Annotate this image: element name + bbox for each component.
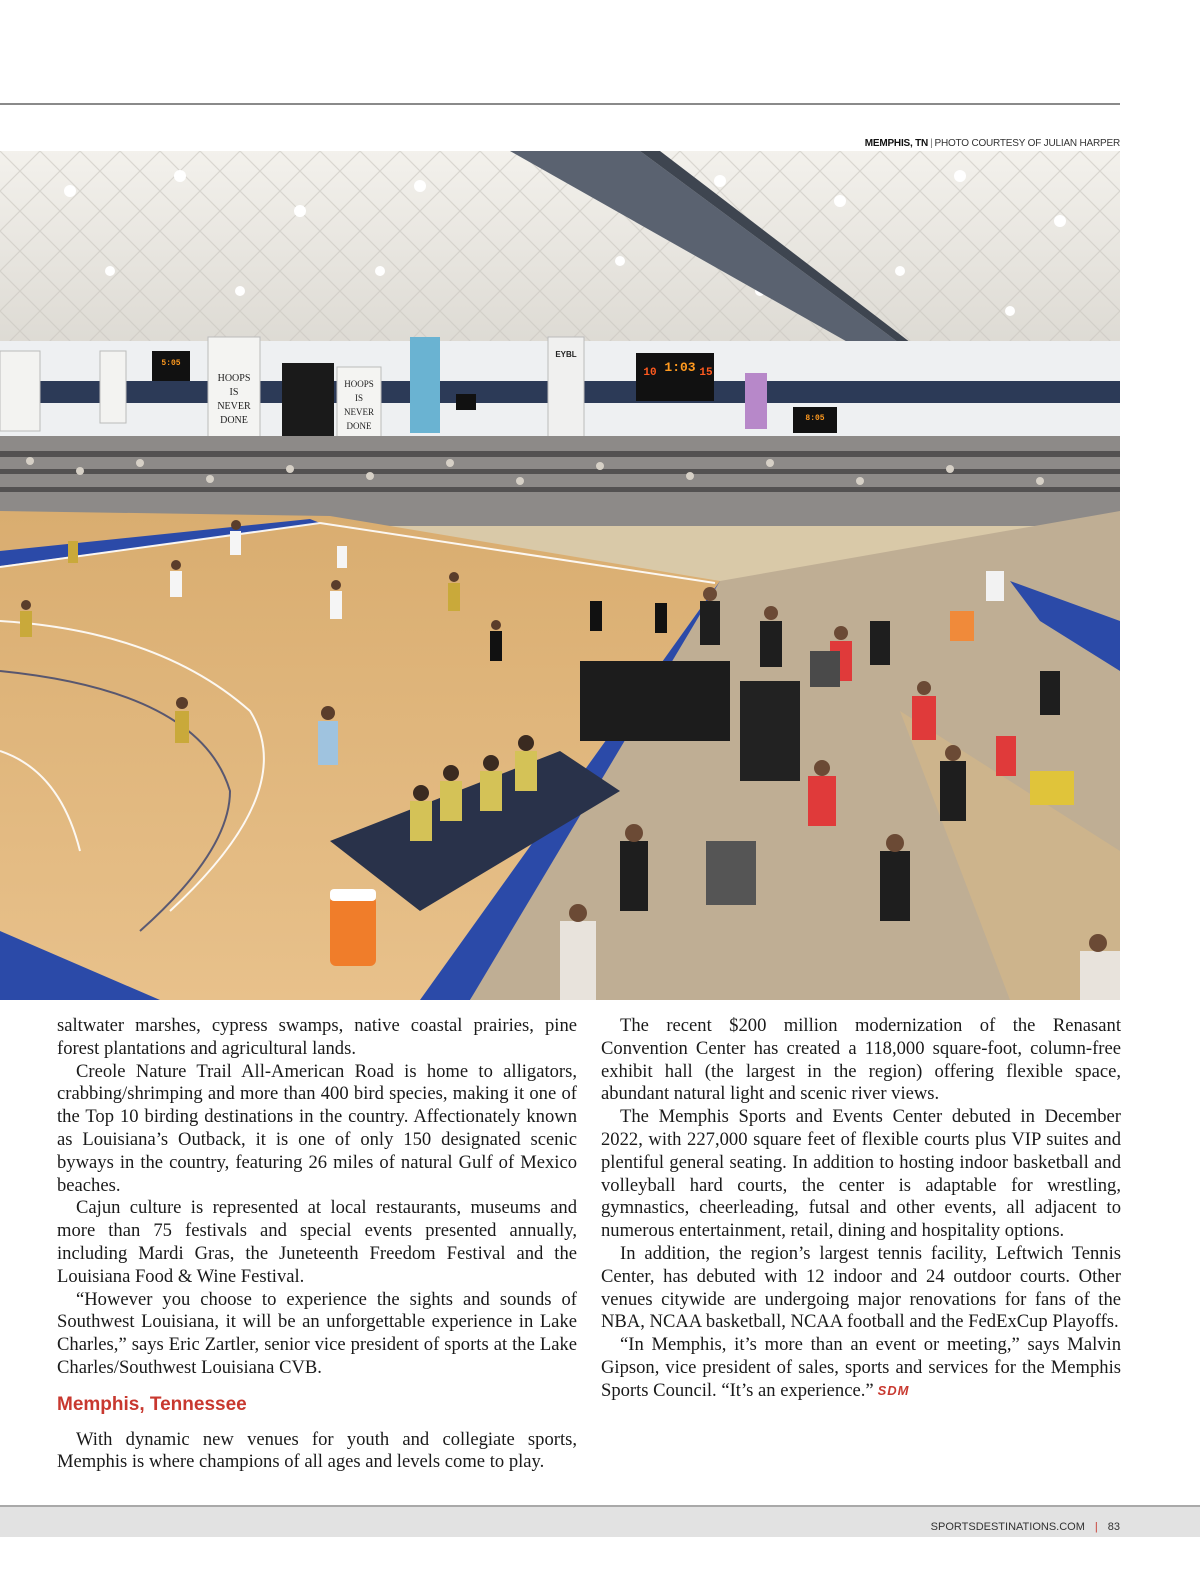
article-paragraph: Creole Nature Trail All-American Road is home to alligators, crabbing/shrimping and more than 400 bird species, making it one of the Top 10 birding destinations in the country. Affectionately known as Louisiana’s Outback, it is one of only 150 designated scenic byways in the country, featuring 26 miles of natural Gulf of Mexico beaches. bbox=[57, 1060, 577, 1196]
top-rule bbox=[0, 103, 1120, 105]
article-closing-paragraph bbox=[601, 1334, 1121, 1402]
svg-text:5:05: 5:05 bbox=[161, 359, 181, 368]
article-paragraph: The recent $200 million modernization of the Renasant Convention Center has created a 118,000 square-foot, column-free exhibit hall (the largest in the region) offering flexible space, abundant natural light and scenic river views. bbox=[601, 1015, 1121, 1105]
banner-1-text: HOOPS bbox=[217, 373, 251, 384]
photo-credit-place: MEMPHIS, TN bbox=[864, 138, 929, 149]
article-paragraph: With dynamic new venues for youth and collegiate sports, Memphis is where champions of all ages and levels come to play. bbox=[57, 1428, 577, 1473]
sdm-end-mark-icon: SDM bbox=[877, 1382, 910, 1398]
gym-photo bbox=[0, 151, 1120, 1000]
article-paragraph: In addition, the region’s largest tennis facility, Leftwich Tennis Center, has debuted with 12 indoor and 24 outdoor courts. Other venues citywide are undergoing major renovations for fans of the NBA, NCAA basketball, NCAA football and the FedExCup Playoffs. bbox=[601, 1242, 1121, 1333]
photo-credit-text: PHOTO COURTESY OF JULIAN HARPER bbox=[934, 138, 1120, 149]
photo-credit-separator: | bbox=[930, 138, 933, 149]
closing-quote: “In Memphis, it’s more than an event or meeting,” says Malvin Gipson, vice president of sales, sports and services for the Memphis Sports Council. “It’s an experience.” bbox=[601, 1334, 1121, 1401]
article-paragraph: The Memphis Sports and Events Center debuted in December 2022, with 227,000 square feet of flexible courts plus VIP suites and plentiful general seating. In addition to hosting indoor basketball and volleyball hard courts, the center is adaptable for wrestling, gymnastics, cheerleading, futsal and other events, all adjacent to numerous entertainment, retail, dining and hospitality options. bbox=[601, 1106, 1121, 1242]
article-paragraph: saltwater marshes, cypress swamps, native coastal prairies, pine forest plantations and agricultural lands. bbox=[57, 1015, 577, 1059]
article-paragraph: “However you choose to experience the sights and sounds of Southwest Louisiana, it will be an unforgettable experience in Lake Charles,” says Eric Zartler, senior vice president of sports at the Lake Charles/Southwest Louisiana CVB. bbox=[57, 1288, 577, 1378]
article-right-column bbox=[601, 1015, 1121, 1403]
svg-text:IS: IS bbox=[229, 387, 239, 398]
photo-credit bbox=[865, 138, 1120, 149]
svg-text:NEVER: NEVER bbox=[344, 407, 374, 417]
footer bbox=[931, 1521, 1120, 1533]
article-paragraph: Cajun culture is represented at local restaurants, museums and more than 75 festivals and special events presented annually, including Mardi Gras, the Juneteenth Freedom Festival and the Louisiana Food & Wine Festival. bbox=[57, 1197, 577, 1287]
svg-text:DONE: DONE bbox=[346, 421, 372, 431]
svg-text:DONE: DONE bbox=[220, 415, 248, 426]
svg-text:IS: IS bbox=[354, 393, 364, 403]
footer-site: SPORTSDESTINATIONS.COM bbox=[930, 1521, 1085, 1533]
svg-text:NEVER: NEVER bbox=[217, 401, 251, 412]
svg-text:HOOPS: HOOPS bbox=[344, 379, 374, 389]
svg-text:10: 10 bbox=[643, 367, 657, 379]
page-number: 83 bbox=[1107, 1521, 1120, 1533]
svg-text:8:05: 8:05 bbox=[805, 414, 825, 423]
svg-text:15: 15 bbox=[699, 367, 713, 379]
section-heading-memphis: Memphis, Tennessee bbox=[57, 1393, 247, 1415]
article-left-column bbox=[57, 1015, 577, 1474]
svg-text:EYBL: EYBL bbox=[555, 350, 577, 359]
footer-separator: | bbox=[1094, 1521, 1098, 1533]
svg-text:1:03: 1:03 bbox=[664, 360, 696, 375]
